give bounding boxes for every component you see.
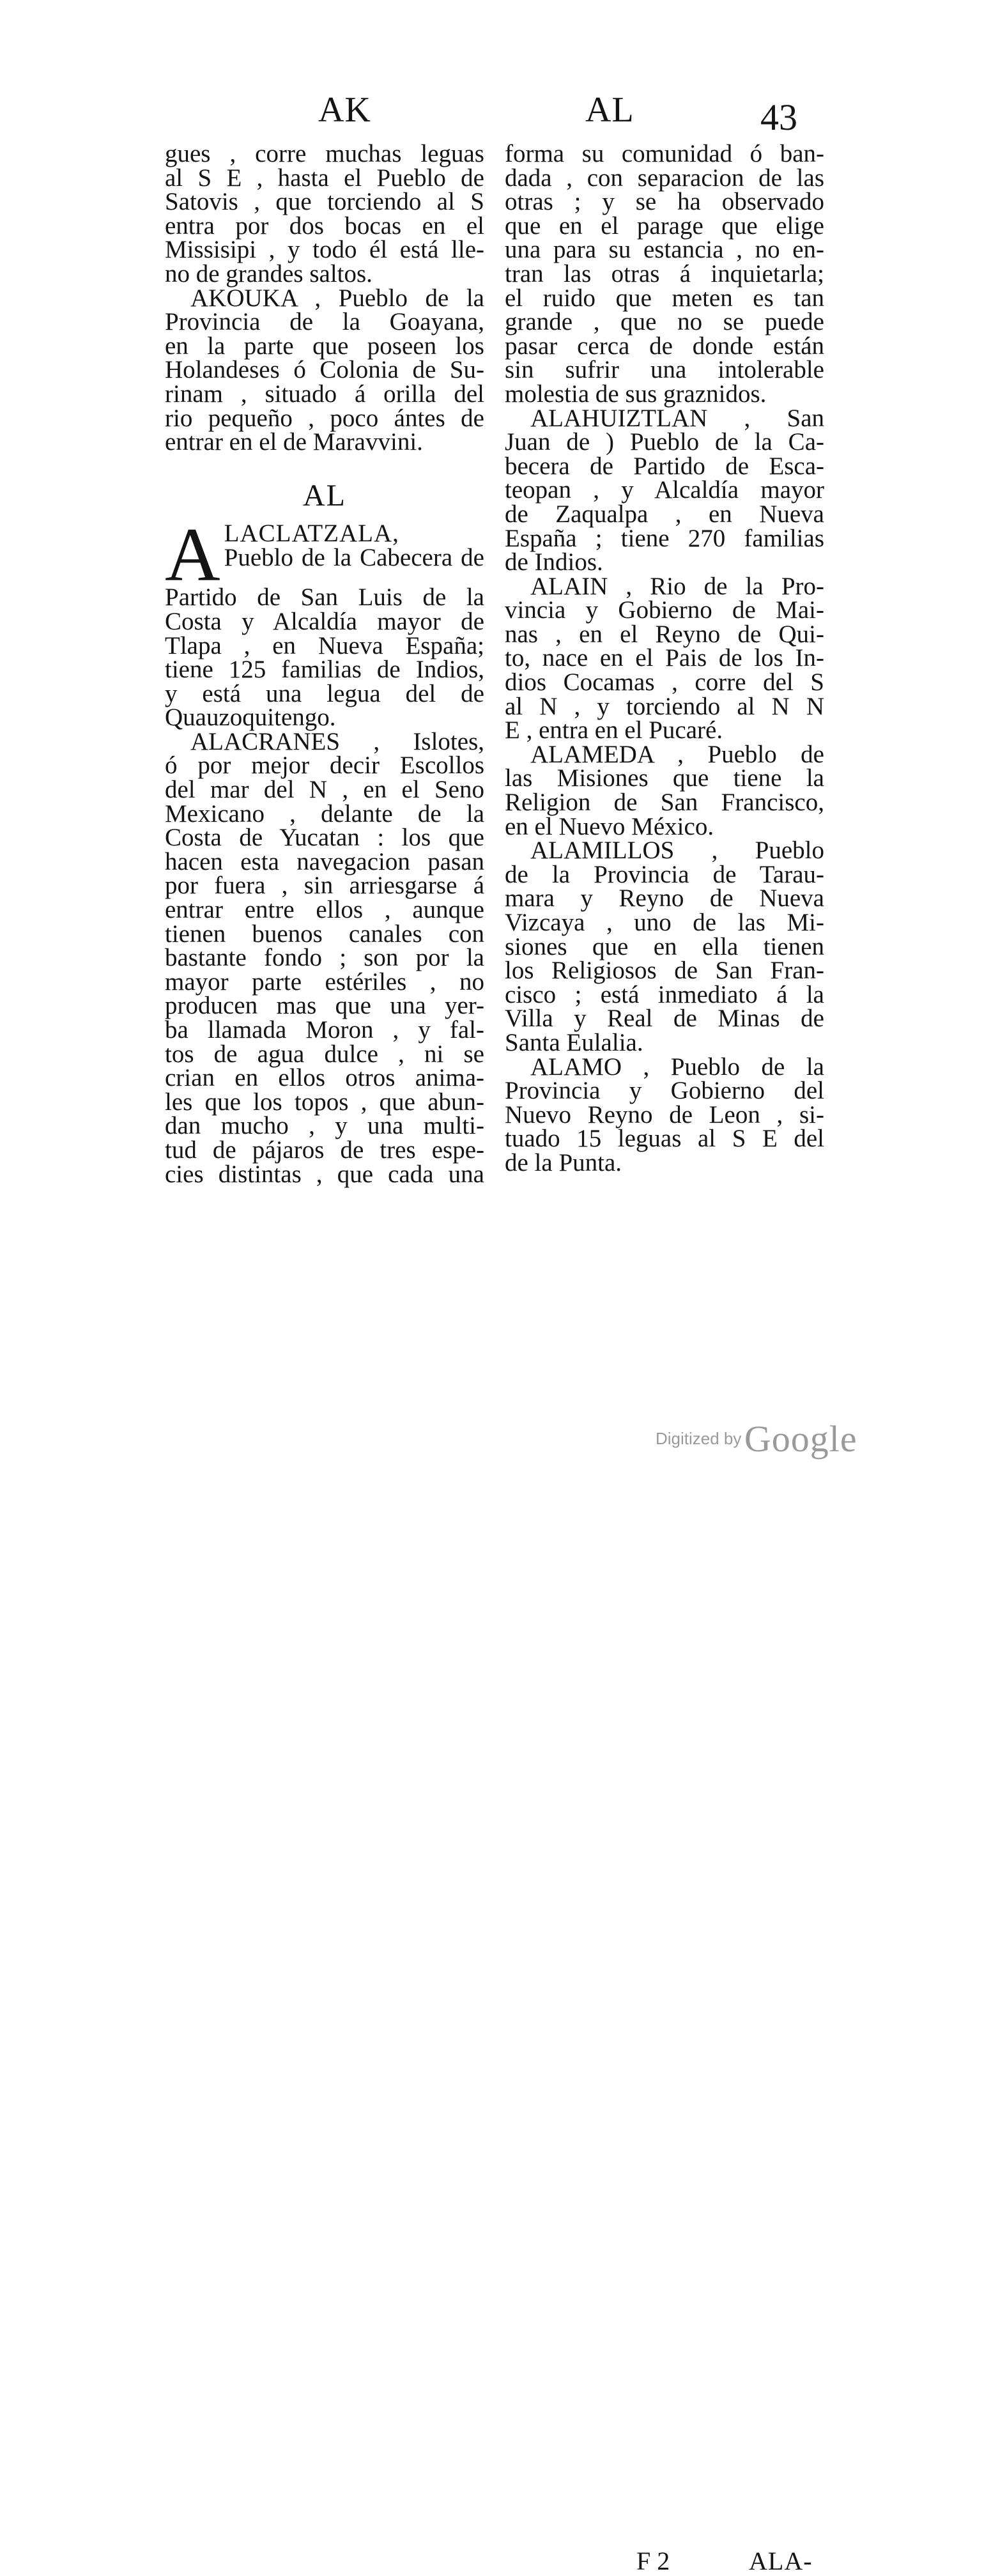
text-line: Holandeses ó Colonia de Su- [165,356,484,384]
text-line: al N , y torciendo al N N [505,692,824,720]
text-line: ó por mejor decir Escollos [165,752,484,780]
text-line: de Indios. [505,548,603,576]
text-line: Pueblo de la Cabecera de [224,543,484,571]
text-line: Provincia y Gobierno del [505,1077,824,1105]
text-line: nas , en el Reyno de Qui- [505,620,824,648]
right-column [505,142,824,1175]
text-line: Religion de San Francisco, [505,789,824,817]
left-column [165,142,484,1186]
text-line: de Zaqualpa , en Nueva [505,500,824,528]
text-line: las Misiones que tiene la [505,764,824,792]
watermark-prefix: Digitized by [656,1429,742,1448]
digitized-watermark [656,1417,857,1460]
text-line: sin sufrir una intolerable [505,356,824,384]
text-line: otras ; y se ha observado [505,188,824,216]
text-line: ALACRANES , Islotes, [190,727,484,755]
running-head-left: AK [318,90,371,130]
text-line: ALAMO , Pueblo de la [530,1053,824,1081]
text-line: crian en ellos otros anima- [165,1064,484,1092]
entry-akouka [165,286,484,454]
text-line: tran las otras á inquietarla; [505,259,824,288]
text-line: to, nace en el Pais de los In- [505,644,824,672]
text-line: grande , que no se puede [505,308,824,336]
catchword: ALA- [749,2547,813,2575]
google-logo: Google [744,1418,857,1460]
text-line: rio pequeño , poco ántes de [165,404,484,432]
text-line: de la Punta. [505,1148,622,1176]
text-line: tienen buenos canales con [165,920,484,948]
text-line: por fuera , sin arriesgarse á [165,872,484,900]
text-line: Costa de Yucatan : los que [165,824,484,852]
text-line: molestia de sus graznidos. [505,380,767,408]
text-line: tos de agua dulce , ni se [165,1040,484,1068]
text-line: teopan , y Alcaldía mayor [505,476,824,504]
text-line: cisco ; está inmediato á la [505,980,824,1008]
entry-alameda [505,740,824,840]
text-line: del mar del N , en el Seno [165,776,484,804]
entry-alamillos [505,838,824,1054]
text-line: dada , con separacion de las [505,164,824,192]
text-line: entrar en el de Maravvini. [165,428,423,456]
entry-continuation [165,142,484,286]
text-line: al S E , hasta el Pueblo de [165,164,484,192]
page-number: 43 [760,96,797,138]
text-line: Nuevo Reyno de Leon , si- [505,1100,824,1129]
text-line: Vizcaya , uno de las Mi- [505,909,824,936]
text-line: que en el parage que elige [505,212,824,240]
text-line: ba llamada Moron , y fal- [165,1016,484,1044]
text-line: ALAIN , Rio de la Pro- [530,572,824,600]
text-line: Provincia de la Goayana, [165,308,484,336]
text-line: dan mucho , y una multi- [165,1112,484,1140]
drop-cap: A [165,512,220,598]
text-line: siones que en ella tienen [505,932,824,960]
text-line: ALAMEDA , Pueblo de [530,740,824,768]
entry-alamo [505,1055,824,1175]
text-line: vincia y Gobierno de Mai- [505,596,824,624]
section-heading: AL [303,478,346,513]
text-line: gues , corre muchas leguas [165,140,484,167]
text-line: ALAHUIZTLAN , San [530,404,824,432]
text-line: el ruido que meten es tan [505,284,824,312]
text-line: Santa Eulalia. [505,1028,643,1056]
text-line: Mexicano , delante de la [165,799,484,828]
entry-alahuiztlan [505,406,824,575]
text-line: mayor parte estériles , no [165,968,484,996]
text-line: rinam , situado á orilla del [165,380,484,408]
text-line: hacen esta navegacion pasan [165,847,484,875]
text-line: ALAMILLOS , Pueblo [530,837,824,865]
text-line: Costa y Alcaldía mayor de [165,607,484,635]
text-line: en la parte que poseen los [165,332,484,360]
text-line: de la Provincia de Tarau- [505,860,824,888]
text-line: cies distintas , que cada una [165,1160,484,1188]
text-line: Missisipi , y todo él está lle- [165,236,484,264]
text-line: entrar entre ellos , aunque [165,896,484,924]
text-line: becera de Partido de Esca- [505,452,824,480]
text-line: Quauzoquitengo. [165,704,336,732]
text-line: bastante fondo ; son por la [165,944,484,972]
text-line: producen mas que una yer- [165,992,484,1020]
text-line: tuado 15 leguas al S E del [505,1125,824,1153]
text-line: los Religiosos de San Fran- [505,957,824,985]
entry-alacranes [165,727,484,1188]
entry-alaclatzala [165,512,484,732]
text-line: España ; tiene 270 familias [505,524,824,552]
text-line: no de grandes saltos. [165,259,373,288]
text-line: tiene 125 familias de Indios, [165,656,484,684]
text-line: Tlapa , en Nueva España; [165,631,484,659]
signature-mark: F 2 [636,2547,670,2575]
text-line: pasar cerca de donde están [505,332,824,360]
text-line: Satovis , que torciendo al S [165,188,484,216]
text-line: Partido de San Luis de la [165,583,484,612]
text-line: les que los topos , que abun- [165,1088,484,1116]
text-line: Juan de ) Pueblo de la Ca- [505,428,824,456]
text-line: forma su comunidad ó ban- [505,140,824,167]
text-line: dios Cocamas , corre del S [505,668,824,697]
text-line: entra por dos bocas en el [165,212,484,240]
text-line: E , entra en el Pucaré. [505,716,723,744]
text-line: LACLATZALA, [224,520,399,548]
text-line: una para su estancia , no en- [505,236,824,264]
text-line: mara y Reyno de Nueva [505,884,824,913]
running-head-right: AL [585,90,634,130]
text-line: AKOUKA , Pueblo de la [190,284,484,312]
entry-continuation [505,142,824,406]
entry-alain [505,572,824,744]
text-line: y está una legua del de [165,679,484,707]
text-line: Villa y Real de Minas de [505,1005,824,1033]
text-line: en el Nuevo México. [505,812,714,840]
text-line: tud de pájaros de tres espe- [165,1136,484,1164]
